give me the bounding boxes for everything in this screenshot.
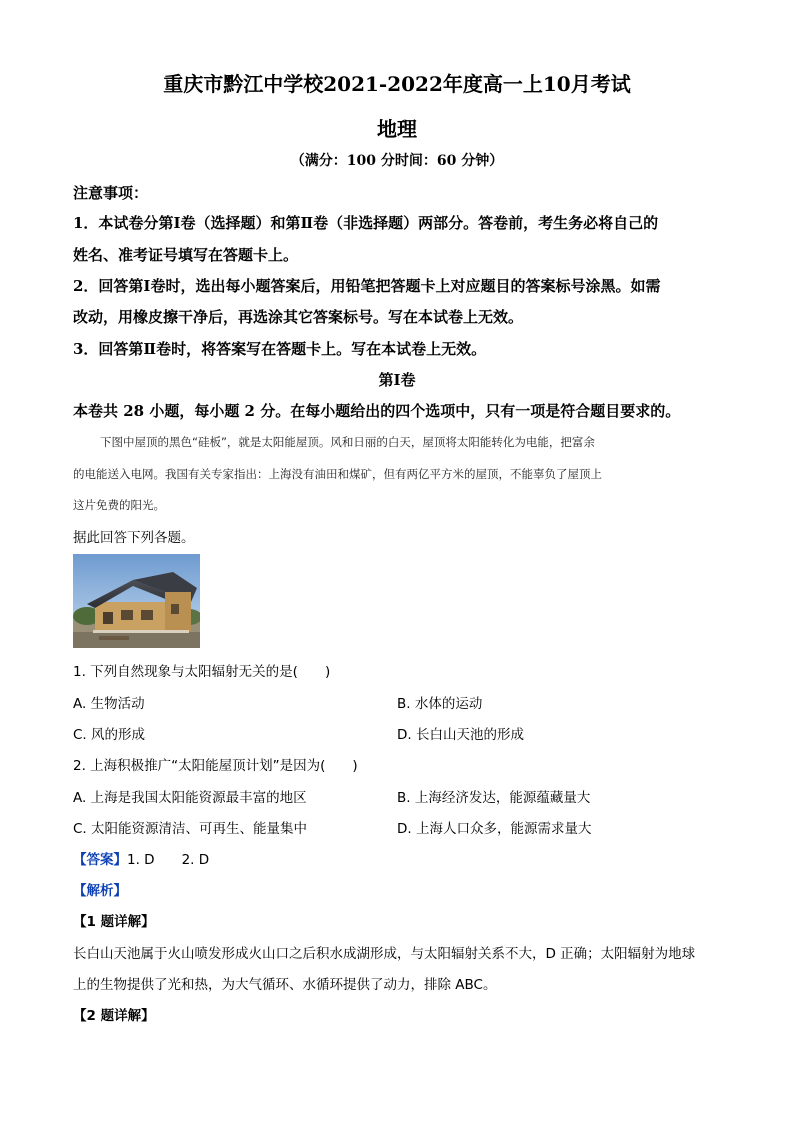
answer-label: 【答案】 [73, 852, 127, 868]
analysis-label: 【解析】 [73, 883, 127, 899]
section-intro: 本卷共 28 小题，每小题 2 分。在每小题给出的四个选项中，只有一项是符合题目要求的。 [73, 402, 681, 420]
detail-1-heading: 【1 题详解】 [73, 914, 155, 930]
notice-item-3: 3．回答第Ⅱ卷时，将答案写在答题卡上。写在本试卷上无效。 [73, 340, 487, 358]
notice-item-2: 2．回答第Ⅰ卷时，选出每小题答案后，用铅笔把答题卡上对应题目的答案标号涂黑。如需 [73, 277, 661, 295]
section-title: 第Ⅰ卷 [378, 371, 416, 389]
solar-roof-house-photo [73, 554, 200, 648]
q2-option-d: D. 上海人口众多，能源需求量大 [397, 821, 592, 837]
passage-prompt: 据此回答下列各题。 [73, 530, 195, 546]
detail-2-heading: 【2 题详解】 [73, 1008, 155, 1024]
q2-option-c: C. 太阳能资源清洁、可再生、能量集中 [73, 821, 308, 837]
answer-row [73, 848, 209, 868]
q1-option-d: D. 长白山天池的形成 [397, 727, 524, 743]
passage-line-1: 下图中屋顶的黑色“硅板”，就是太阳能屋顶。风和日丽的白天，屋顶将太阳能转化为电能，把富余 [100, 435, 595, 449]
subject-title: 地理 [377, 117, 417, 141]
notice-heading: 注意事项： [73, 184, 149, 202]
q1-stem: 1. 下列自然现象与太阳辐射无关的是( ) [73, 664, 331, 680]
q1-option-a: A. 生物活动 [73, 696, 145, 712]
q2-option-a: A. 上海是我国太阳能资源最丰富的地区 [73, 790, 307, 806]
passage-line-2: 的电能送入电网。我国有关专家指出：上海没有油田和煤矿，但有两亿平方米的屋顶，不能辜负了屋顶上 [73, 467, 602, 481]
q2-stem: 2. 上海积极推广“太阳能屋顶计划”是因为( ) [73, 758, 358, 774]
notice-item-2-cont: 改动，用橡皮擦干净后，再选涂其它答案标号。写在本试卷上无效。 [73, 308, 524, 326]
detail-1-line-2: 上的生物提供了光和热，为大气循环、水循环提供了动力，排除 ABC。 [73, 977, 497, 993]
answer-value: 1. D 2. D [127, 852, 210, 868]
q2-option-b: B. 上海经济发达，能源蕴藏量大 [397, 790, 591, 806]
q1-option-b: B. 水体的运动 [397, 696, 483, 712]
passage-line-3: 这片免费的阳光。 [73, 498, 165, 512]
q1-option-c: C. 风的形成 [73, 727, 146, 743]
exam-meta: （满分：100 分时间：60 分钟） [290, 153, 504, 169]
notice-item-1-cont: 姓名、准考证号填写在答题卡上。 [73, 246, 299, 264]
detail-1-line-1: 长白山天池属于火山喷发形成火山口之后积水成湖形成，与太阳辐射关系不大，D 正确；太阳辐射为地球 [73, 946, 696, 962]
notice-item-1: 1．本试卷分第Ⅰ卷（选择题）和第Ⅱ卷（非选择题）两部分。答卷前，考生务必将自己的 [73, 214, 659, 232]
exam-title: 重庆市黔江中学校2021-2022年度高一上10月考试 [163, 72, 631, 96]
